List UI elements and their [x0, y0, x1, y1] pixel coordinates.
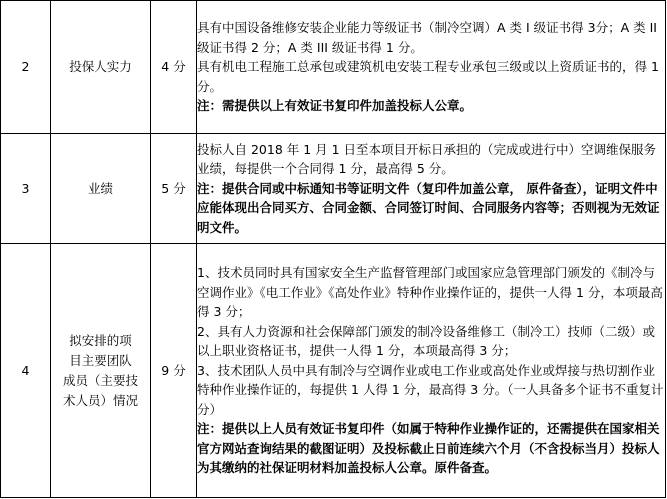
criterion-note: 注：提供以上人员有效证书复印件（如属于特种作业操作证的，还需提供在国家相关官方网站查询结果的截图证明）及投标截止日前连续六个月（不含投标当月）投标人为其缴纳的社保证明材料加盖投标人公章。原件备查。 — [197, 421, 660, 476]
description-paragraph: 1、技术员同时具有国家安全生产监督管理部门或国家应急管理部门颁发的《制冷与空调作业》《电工作业》《高处作业》特种作业操作证的，提供一人得 1 分，本项最高得 3 分； — [197, 265, 663, 320]
criterion-score: 5 分 — [151, 134, 197, 244]
row-number: 4 — [1, 244, 51, 498]
criterion-description — [197, 1, 666, 134]
description-paragraph: 具有机电工程施工总承包或建筑机电安装工程专业承包三级或以上资质证书的，得 1 分。 — [197, 59, 659, 94]
criterion-name-line: 成员（主要技 — [62, 372, 138, 388]
description-paragraph: 3、技术团队人员中具有制冷与空调作业或电工作业或高处作业或焊接与热切割作业特种作业操作证的，每提供 1 人得 1 分，最高得 3 分。（一人具备多个证书不重复计分） — [197, 362, 664, 417]
table-row — [1, 1, 666, 134]
row-number: 2 — [1, 1, 51, 134]
criterion-name-text — [63, 331, 138, 411]
criterion-score: 4 分 — [151, 1, 197, 134]
description-paragraph: 具有中国设备维修安装企业能力等级证书（制冷空调）A 类 I 级证书得 3分；A 类 II 级证书得 2 分；A 类 III 级证书得 1 分。 — [197, 20, 657, 55]
criterion-name-line: 拟安排的项 — [69, 332, 132, 348]
criterion-name: 投保人实力 — [51, 1, 151, 134]
criterion-description — [197, 244, 666, 498]
table-row — [1, 134, 666, 244]
criterion-name — [51, 244, 151, 498]
criterion-name-line: 目主要团队 — [69, 352, 132, 368]
criterion-note: 注：提供合同或中标通知书等证明文件（复印件加盖公章， 原件备查），证明文件中应能体现出合同买方、合同金额、合同签订时间、合同服务内容等；否则视为无效证明文件。 — [197, 180, 660, 235]
criterion-name-line: 术人员）情况 — [62, 392, 138, 408]
criterion-score: 9 分 — [151, 244, 197, 498]
table-row — [1, 244, 666, 498]
criterion-description — [197, 134, 666, 244]
criterion-name: 业绩 — [51, 134, 151, 244]
row-number: 3 — [1, 134, 51, 244]
description-paragraph: 投标人自 2018 年 1 月 1 日至本项目开标日承担的（完成或进行中）空调维保服务业绩，每提供一个合同得 1 分，最高得 5 分。 — [197, 141, 657, 177]
description-paragraph: 2、具有人力资源和社会保障部门颁发的制冷设备维修工（制冷工）技师（二级）或以上职业资格证书，提供一人得 1 分，本项最高得 3 分； — [197, 323, 655, 359]
criterion-note: 注：需提供以上有效证书复印件加盖投标人公章。 — [197, 98, 473, 114]
